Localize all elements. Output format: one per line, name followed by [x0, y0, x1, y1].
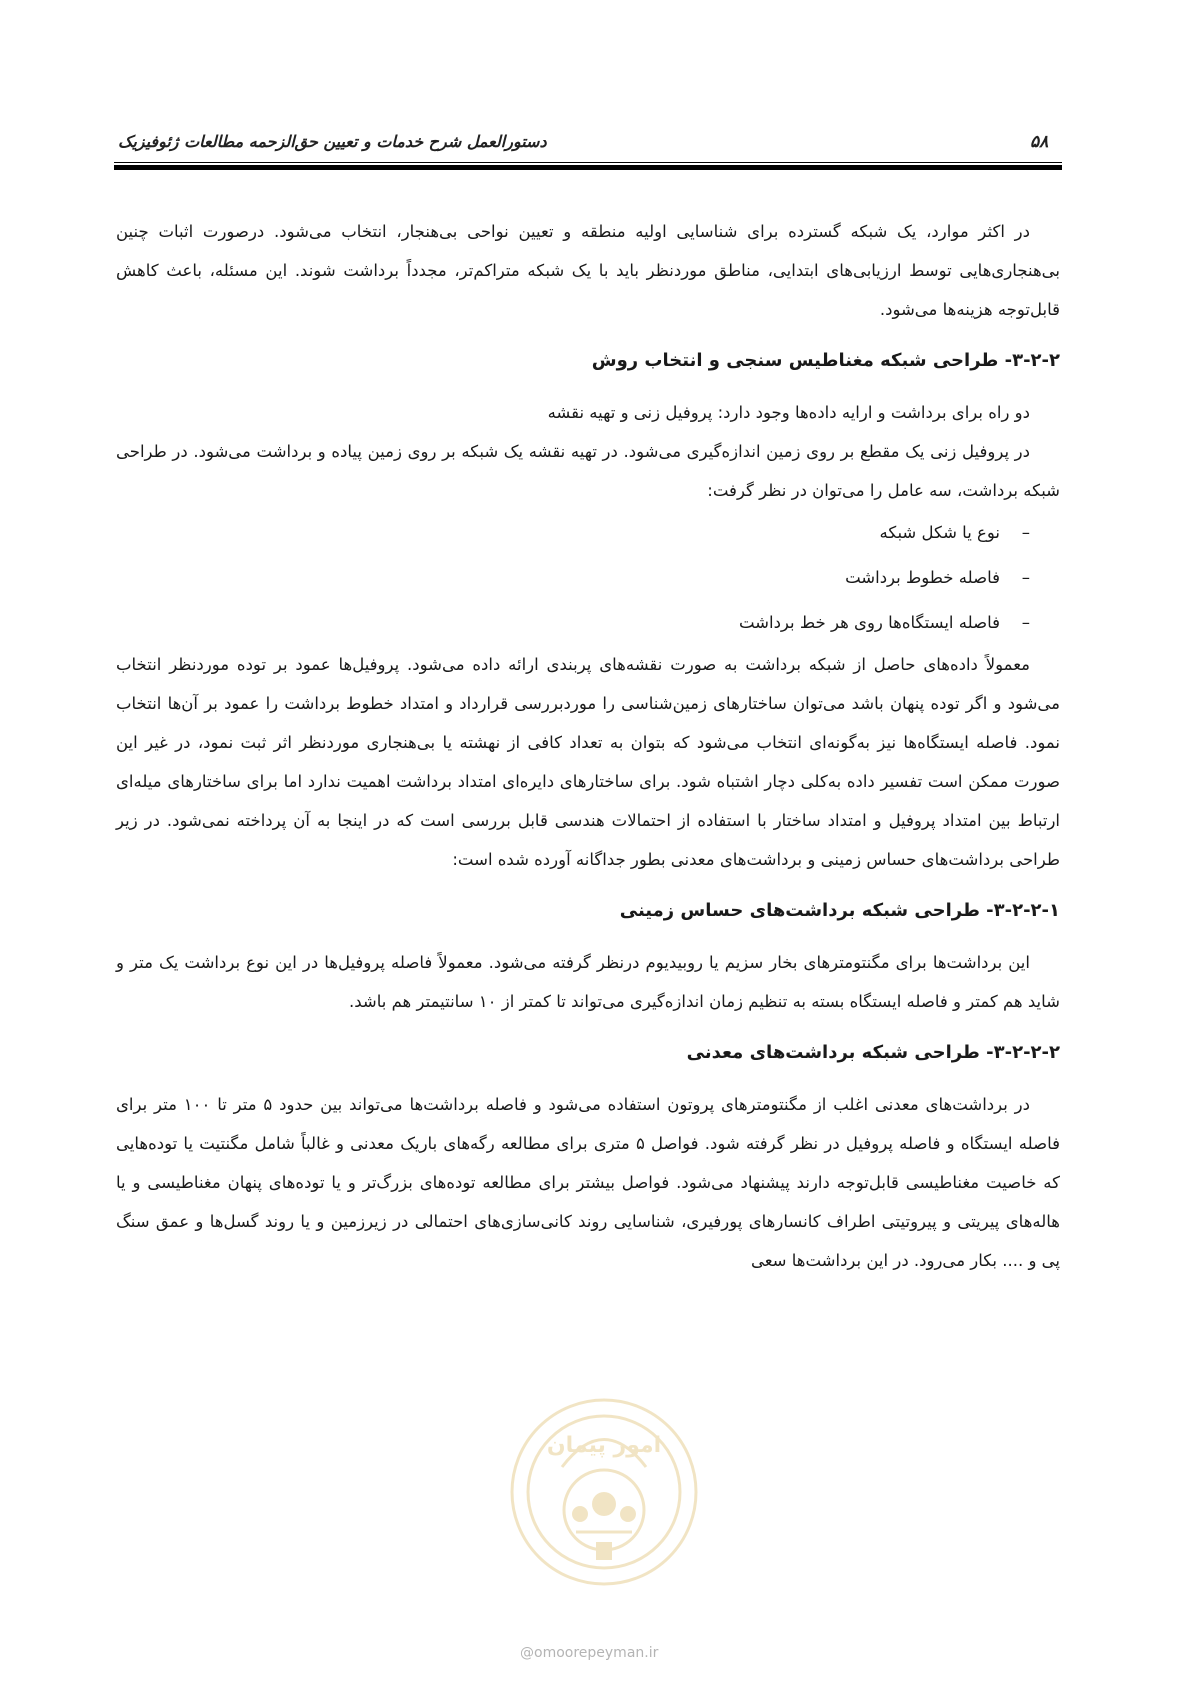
watermark-url: @omoorepeyman.ir: [520, 1645, 659, 1661]
page-body: [116, 212, 1060, 1280]
dash-bullet: –: [1021, 613, 1030, 632]
watermark-seal-icon: [504, 1392, 704, 1592]
dash-bullet: –: [1021, 523, 1030, 542]
svg-text:امور پیمان: امور پیمان: [546, 1433, 662, 1458]
section-heading-3-2-2-1: ۳-۲-۲-۱- طراحی شبکه برداشت‌های حساس زمینی: [619, 900, 1060, 921]
paragraph-profiling: در پروفیل زنی یک مقطع بر روی زمین اندازه‌گیری می‌شود. در تهیه نقشه یک شبکه بر روی زمین پیاده و برداشت می‌شود. در طراحی شبکه برداشت، سه عامل را می‌توان در نظر گرفت:: [116, 442, 1060, 500]
paragraph-grid-data: معمولاً داده‌های حاصل از شبکه برداشت به صورت نقشه‌های پربندی ارائه داده می‌شود. پروفیل‌ها عمود بر توده موردنظر انتخاب می‌شود و اگر توده پنهان باشد می‌توان ساختارهای زمین‌شناسی را موردبررسی قرارداد و امتداد خطوط برداشت را عمود بر آن‌ها انتخاب نمود. فاصله ایستگاه‌ها نیز به‌گونه‌ای انتخاب می‌شود که بتوان به تعداد کافی از نهشته یا بی‌هنجاری موردنظر اثر ثبت نمود، در غیر این صورت ممکن است تفسیر داده به‌کلی دچار اشتباه شود. برای ساختارهای دایره‌ای امتداد برداشت اهمیت ندارد اما برای ساختارهای میله‌ای ارتباط بین امتداد پروفیل و امتداد ساختار با استفاده از احتمالات هندسی قابل بررسی است که در اینجا به آن پرداخته نمی‌شود. در زیر طراحی برداشت‌های حساس زمینی و برداشت‌های معدنی بطور جداگانه آورده شده است:: [116, 655, 1060, 869]
paragraph-mining-surveys: در برداشت‌های معدنی اغلب از مگنتومترهای پروتون استفاده می‌شود و فاصله برداشت‌ها می‌تواند بین حدود ۵ متر تا ۱۰۰ متر برای فاصله ایستگاه و فاصله پروفیل در نظر گرفته شود. فواصل ۵ متری برای مطالعه رگه‌های باریک معدنی و غالباً شامل مگنتیت یا توده‌هایی که خاصیت مغناطیسی قابل‌توجه دارند پیشنهاد می‌شود. فواصل بیشتر برای مطالعه توده‌های بزرگ‌تر و یا توده‌های پنهان مغناطیسی و یا هاله‌های پیریتی و پیروتیتی اطراف کانسارهای پورفیری، شناسایی روند کانی‌سازی‌های احتمالی در زیرزمین و یا روند گسل‌ها و عمق سنگ پی و .... بکار می‌رود. در این برداشت‌ها سعی: [116, 1095, 1060, 1270]
factor-list: [116, 510, 1060, 645]
list-item: –فاصله ایستگاه‌ها روی هر خط برداشت: [116, 600, 1030, 645]
list-item: –فاصله خطوط برداشت: [116, 555, 1030, 600]
paragraph-intro: در اکثر موارد، یک شبکه گسترده برای شناسایی اولیه منطقه و تعیین نواحی بی‌هنجار، انتخاب می‌شود. درصورت اثبات چنین بی‌هنجاری‌هایی توسط ارزیابی‌های ابتدایی، مناطق موردنظر باید با یک شبکه متراکم‌تر، مجدداً برداشت شوند. این مسئله، باعث کاهش قابل‌توجه هزینه‌ها می‌شود.: [116, 222, 1060, 319]
running-header-title: دستورالعمل شرح خدمات و تعیین حق‌الزحمه مطالعات ژئوفیزیک: [118, 132, 547, 151]
header-rule-thin: [114, 162, 1062, 163]
header-rule-thick: [114, 165, 1062, 170]
dash-bullet: –: [1021, 568, 1030, 587]
section-heading-3-2-2-2: ۳-۲-۲-۲- طراحی شبکه برداشت‌های معدنی: [686, 1042, 1060, 1063]
paragraph-sensitive-surveys: این برداشت‌ها برای مگنتومترهای بخار سزیم یا روبیدیوم درنظر گرفته می‌شود. معمولاً فاصله پروفیل‌ها در این نوع برداشت یک متر و شاید هم کمتر و فاصله ایستگاه بسته به تنظیم زمان اندازه‌گیری می‌تواند تا کمتر از ۱۰ سانتیمتر هم باشد.: [116, 953, 1060, 1011]
section-heading-3-2-2: ۳-۲-۲- طراحی شبکه مغناطیس سنجی و انتخاب روش: [591, 350, 1060, 371]
paragraph-two-methods: دو راه برای برداشت و ارایه داده‌ها وجود دارد: پروفیل زنی و تهیه نقشه: [547, 403, 1030, 422]
list-item: –نوع یا شکل شبکه: [116, 510, 1030, 555]
page-number: ۵۸: [1030, 132, 1049, 152]
